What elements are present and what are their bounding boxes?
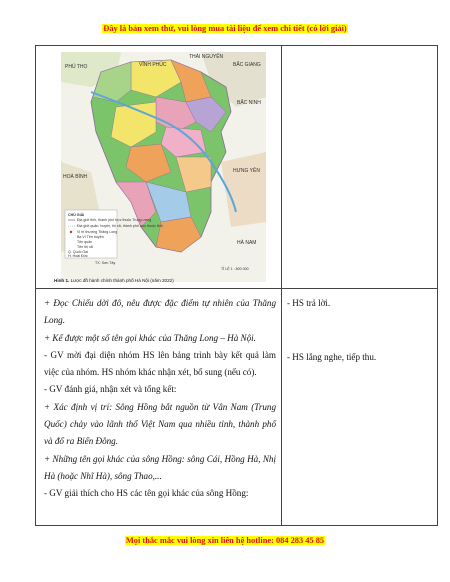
- legend-item-6: Tên thị xã: [77, 245, 93, 249]
- activity-paragraph: + Đọc Chiếu dời đô, nêu được đặc điểm tự nhiên của Thăng Long.: [44, 298, 276, 326]
- label-bac-ninh: BẮC NINH: [237, 100, 261, 106]
- teacher-activities: [44, 295, 276, 503]
- legend-abbrev-3: TX. Sơn Tây: [95, 261, 116, 265]
- caption-text: Lược đồ hành chính thành phố Hà Nội (năm 2022): [70, 278, 174, 283]
- student-activities: [287, 295, 432, 367]
- student-response: - HS lắng nghe, tiếp thu.: [287, 352, 377, 363]
- row-divider: [36, 288, 437, 289]
- student-response: - HS trả lời.: [287, 298, 331, 308]
- label-thai-nguyen: THÁI NGUYÊN: [189, 54, 224, 60]
- activity-paragraph: - GV mời đại diện nhóm HS lên bảng trình bày kết quả làm việc của nhóm. HS nhóm khác nhận xét, bổ sung (nếu có).: [44, 349, 276, 378]
- label-hoa-binh: HOÀ BÌNH: [63, 174, 88, 180]
- map-svg: [61, 52, 266, 282]
- content-table: [35, 45, 438, 526]
- legend-item-4: Ba Vì Tên huyện: [77, 235, 104, 239]
- legend-abbrev-1: Q. Quốc Oai: [68, 250, 88, 254]
- header-banner-text: Đây là bản xem thử, vui lòng mua tài liệu để xem chi tiết (có lời giải): [103, 24, 347, 33]
- label-vinh-phuc: VĨNH PHÚC: [139, 62, 167, 68]
- header-banner: [0, 24, 450, 33]
- activity-paragraph: + Kể được một số tên gọi khác của Thăng Long – Hà Nội.: [44, 332, 256, 343]
- footer-banner-text: Mọi thắc mắc vui lòng xin liên hệ hotline: 084 283 45 85: [125, 536, 325, 545]
- activity-paragraph: + Những tên gọi khác của sông Hồng: sông Cái, Hồng Hà, Nhị Hà (hoặc Nhĩ Hà), sông Thao,...: [44, 453, 276, 481]
- legend-citadel-marker: [70, 231, 72, 233]
- label-ha-nam: HÀ NAM: [237, 240, 257, 246]
- legend-title: CHÚ GIẢI: [68, 213, 85, 217]
- caption-prefix: Hình 1.: [54, 278, 70, 283]
- activity-paragraph: + Xác định vị trí: Sông Hồng bắt nguồn từ Vân Nam (Trung Quốc) chảy vào lãnh thổ Việt Nam qua nhiều tỉnh, thành phố và đổ ra Biển Đông.: [44, 401, 276, 447]
- activity-paragraph: - GV đánh giá, nhận xét và tổng kết:: [44, 384, 177, 395]
- map-scale: TỈ LỆ 1 : 800 000: [221, 267, 249, 271]
- column-divider: [281, 46, 282, 525]
- legend-item-2: Địa giới quận, huyện, thị xã, thành phố trực thuộc tỉnh: [77, 224, 163, 228]
- label-hung-yen: HƯNG YÊN: [233, 168, 260, 174]
- activity-paragraph: - GV giải thích cho HS các tên gọi khác của sông Hồng:: [44, 488, 249, 499]
- legend-abbrev-2: H. Hoài Đức: [68, 254, 88, 258]
- legend-item-1: Địa giới tỉnh, thành phố trực thuộc Trung ương: [77, 218, 152, 222]
- hanoi-map: [61, 52, 266, 282]
- footer-banner: [0, 536, 450, 545]
- label-bac-giang: BẮC GIANG: [233, 62, 261, 68]
- label-phu-tho: PHÚ THỌ: [65, 64, 88, 70]
- map-caption: [54, 278, 274, 283]
- legend-item-3: Vị trí thượng Thăng Long: [77, 230, 118, 234]
- legend-item-5: Tên quận: [77, 240, 93, 244]
